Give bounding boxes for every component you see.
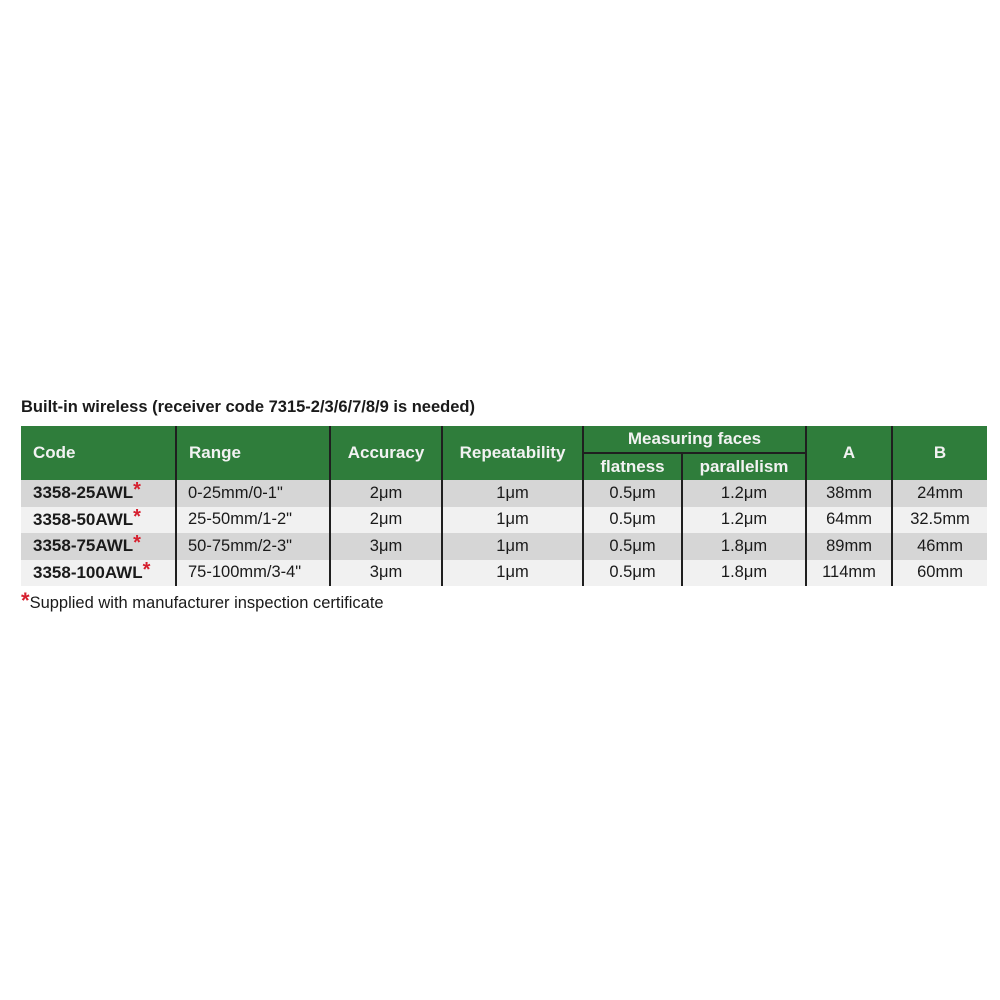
cell-repeatability: 1μm <box>442 560 583 587</box>
header-flatness: flatness <box>583 453 682 480</box>
header-a: A <box>806 426 892 480</box>
spec-table <box>21 426 987 586</box>
cell-range: 50-75mm/2-3" <box>176 533 330 560</box>
cell-a: 38mm <box>806 480 892 507</box>
header-b: B <box>892 426 987 480</box>
code-text: 3358-75AWL <box>33 536 134 556</box>
asterisk-icon: * <box>21 588 30 613</box>
table-row <box>21 533 987 560</box>
cell-flatness: 0.5μm <box>583 480 682 507</box>
cell-a: 64mm <box>806 507 892 534</box>
asterisk-icon: * <box>142 558 151 581</box>
code-text: 3358-100AWL <box>33 562 143 582</box>
header-measuring-faces: Measuring faces <box>583 426 806 453</box>
asterisk-icon: * <box>133 505 141 528</box>
cell-range: 0-25mm/0-1" <box>176 480 330 507</box>
cell-repeatability: 1μm <box>442 533 583 560</box>
cell-parallelism: 1.2μm <box>682 507 806 534</box>
asterisk-icon: * <box>133 479 141 502</box>
cell-a: 89mm <box>806 533 892 560</box>
cell-parallelism: 1.2μm <box>682 480 806 507</box>
cell-b: 24mm <box>892 480 987 507</box>
cell-repeatability: 1μm <box>442 480 583 507</box>
code-text: 3358-50AWL <box>33 509 134 529</box>
cell-flatness: 0.5μm <box>583 560 682 587</box>
cell-code <box>21 560 176 587</box>
cell-a: 114mm <box>806 560 892 587</box>
table-title: Built-in wireless (receiver code 7315-2/3/6/7/8/9 is needed) <box>21 398 475 416</box>
header-parallelism: parallelism <box>682 453 806 480</box>
asterisk-icon: * <box>133 532 141 555</box>
footnote-text: Supplied with manufacturer inspection certificate <box>29 594 384 612</box>
cell-flatness: 0.5μm <box>583 507 682 534</box>
table-row <box>21 560 987 587</box>
cell-accuracy: 2μm <box>330 480 442 507</box>
cell-b: 46mm <box>892 533 987 560</box>
header-repeatability: Repeatability <box>442 426 583 480</box>
cell-range: 25-50mm/1-2" <box>176 507 330 534</box>
cell-parallelism: 1.8μm <box>682 533 806 560</box>
cell-accuracy: 2μm <box>330 507 442 534</box>
cell-code <box>21 507 176 534</box>
footnote <box>21 588 384 613</box>
cell-range: 75-100mm/3-4" <box>176 560 330 587</box>
cell-b: 32.5mm <box>892 507 987 534</box>
cell-accuracy: 3μm <box>330 533 442 560</box>
cell-parallelism: 1.8μm <box>682 560 806 587</box>
header-code: Code <box>21 426 176 480</box>
code-text: 3358-25AWL <box>33 483 134 503</box>
header-range: Range <box>176 426 330 480</box>
cell-accuracy: 3μm <box>330 560 442 587</box>
table-row <box>21 480 987 507</box>
cell-b: 60mm <box>892 560 987 587</box>
cell-flatness: 0.5μm <box>583 533 682 560</box>
cell-repeatability: 1μm <box>442 507 583 534</box>
header-accuracy: Accuracy <box>330 426 442 480</box>
cell-code <box>21 480 176 507</box>
cell-code <box>21 533 176 560</box>
table-row <box>21 507 987 534</box>
